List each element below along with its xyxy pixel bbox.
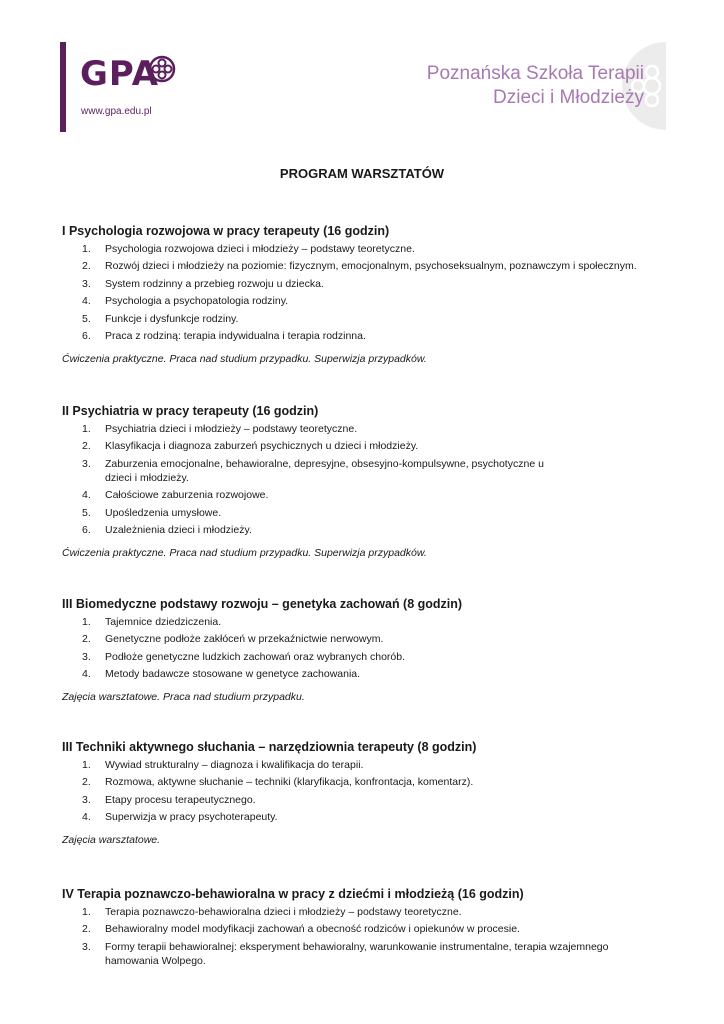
item-number: 2. [82, 776, 91, 789]
section-3 [62, 596, 682, 704]
document-title: PROGRAM WARSZTATÓW [279, 166, 445, 181]
section-4 [62, 739, 682, 847]
section-list [62, 905, 652, 968]
logo-knot-icon [148, 55, 176, 83]
item-text: Psychiatria dzieci i młodzieży – podstawy teoretyczne. [105, 423, 358, 435]
item-number: 4. [82, 295, 91, 308]
list-item [62, 758, 682, 772]
list-item [62, 439, 562, 453]
list-item [62, 312, 682, 326]
section-1 [62, 223, 682, 366]
item-number: 1. [82, 243, 91, 255]
item-number: 4. [82, 811, 91, 824]
list-item [62, 523, 562, 537]
list-item [62, 457, 562, 485]
item-text: Psychologia a psychopatologia rodziny. [105, 295, 289, 308]
list-item [62, 422, 562, 436]
list-item [62, 810, 682, 824]
list-item [62, 667, 682, 681]
item-text: System rodzinny a przebieg rozwoju u dziecka. [105, 277, 324, 290]
item-number: 2. [82, 923, 91, 936]
section-note: Ćwiczenia praktyczne. Praca nad studium przypadku. Superwizja przypadków. [62, 546, 427, 559]
list-item [62, 905, 652, 919]
item-number: 3. [82, 457, 91, 470]
item-number: 4. [82, 668, 91, 681]
item-number: 3. [82, 650, 91, 663]
item-text: Uzależnienia dzieci i młodzieży. [105, 523, 252, 536]
list-item [62, 242, 682, 256]
item-number: 5. [82, 506, 91, 519]
page-header [0, 0, 724, 140]
item-number: 2. [82, 633, 91, 646]
item-text: Klasyfikacja i diagnoza zaburzeń psychicznych u dzieci i młodzieży. [105, 440, 419, 453]
item-text: Podłoże genetyczne ludzkich zachowań oraz wybranych chorób. [105, 650, 406, 663]
section-list [62, 758, 682, 824]
list-item [62, 488, 562, 502]
item-text: Wywiad strukturalny – diagnoza i kwalifikacja do terapii. [105, 759, 364, 771]
list-item [62, 650, 682, 664]
item-text: Tajemnice dziedziczenia. [105, 616, 222, 628]
item-text: Behawioralny model modyfikacji zachowań a obecność rodziców i opiekunów w procesie. [105, 923, 520, 936]
item-number: 3. [82, 277, 91, 290]
list-item [62, 615, 682, 629]
item-number: 1. [82, 616, 91, 628]
section-heading: III Techniki aktywnego słuchania – narzędziownia terapeuty (8 godzin) [62, 740, 477, 754]
item-number: 1. [82, 759, 91, 771]
logo-url: www.gpa.edu.pl [81, 106, 152, 117]
section-list [62, 422, 562, 537]
item-number: 5. [82, 312, 91, 325]
section-heading: II Psychiatria w pracy terapeuty (16 godzin) [62, 404, 319, 418]
item-text: Całościowe zaburzenia rozwojowe. [105, 489, 269, 502]
item-number: 1. [82, 906, 91, 918]
item-number: 6. [82, 523, 91, 536]
section-5 [62, 886, 682, 971]
section-note: Zajęcia warsztatowe. [62, 834, 161, 847]
list-item [62, 259, 682, 273]
school-name-line1: Poznańska Szkoła Terapii [426, 63, 644, 84]
item-text: Terapia poznawczo-behawioralna dzieci i młodzieży – podstawy teoretyczne. [105, 906, 462, 918]
item-text: Formy terapii behawioralnej: eksperyment behawioralny, warunkowanie instrumentalne, terapia wzajemnego hamowania Wolpego. [105, 940, 609, 967]
item-text: Upośledzenia umysłowe. [105, 506, 222, 519]
list-item [62, 793, 682, 807]
item-number: 2. [82, 440, 91, 453]
list-item [62, 922, 652, 936]
list-item [62, 329, 682, 343]
item-text: Genetyczne podłoże zakłóceń w przekaźnictwie nerwowym. [105, 633, 384, 646]
logo-text: GPA [80, 54, 160, 94]
item-text: Metody badawcze stosowane w genetyce zachowania. [105, 668, 361, 681]
item-text: Zaburzenia emocjonalne, behawioralne, depresyjne, obsesyjno-kompulsywne, psychotyczne u dzieci i młodzieży. [105, 457, 544, 484]
section-2 [62, 403, 682, 560]
item-number: 4. [82, 489, 91, 502]
item-number: 1. [82, 423, 91, 435]
list-item [62, 775, 682, 789]
item-text: Praca z rodziną: terapia indywidualna i terapia rodzinna. [105, 329, 366, 342]
list-item [62, 940, 652, 968]
section-heading: III Biomedyczne podstawy rozwoju – genetyka zachowań (8 godzin) [62, 597, 463, 611]
item-text: Etapy procesu terapeutycznego. [105, 793, 256, 806]
item-number: 3. [82, 940, 91, 953]
section-heading: IV Terapia poznawczo-behawioralna w pracy z dziećmi i młodzieżą (16 godzin) [62, 887, 524, 901]
list-item [62, 294, 682, 308]
item-number: 2. [82, 260, 91, 273]
item-number: 3. [82, 793, 91, 806]
item-text: Rozwój dzieci i młodzieży na poziomie: fizycznym, emocjonalnym, psychoseksualnym, poznawczym i społecznym. [105, 260, 637, 273]
item-text: Superwizja w pracy psychoterapeuty. [105, 811, 278, 824]
section-heading: I Psychologia rozwojowa w pracy terapeuty (16 godzin) [62, 224, 390, 238]
school-name [384, 62, 644, 110]
section-note: Ćwiczenia praktyczne. Praca nad studium przypadku. Superwizja przypadków. [62, 352, 427, 365]
item-number: 6. [82, 329, 91, 342]
item-text: Psychologia rozwojowa dzieci i młodzieży – podstawy teoretyczne. [105, 243, 415, 255]
school-name-line2: Dzieci i Młodzieży [493, 87, 644, 108]
section-list [62, 615, 682, 681]
item-text: Funkcje i dysfunkcje rodziny. [105, 312, 239, 325]
section-note: Zajęcia warsztatowe. Praca nad studium przypadku. [62, 691, 305, 704]
logo-bar [60, 42, 66, 132]
list-item [62, 506, 562, 520]
list-item [62, 277, 682, 291]
list-item [62, 632, 682, 646]
item-text: Rozmowa, aktywne słuchanie – techniki (klaryfikacja, konfrontacja, komentarz). [105, 776, 474, 789]
section-list [62, 242, 682, 343]
